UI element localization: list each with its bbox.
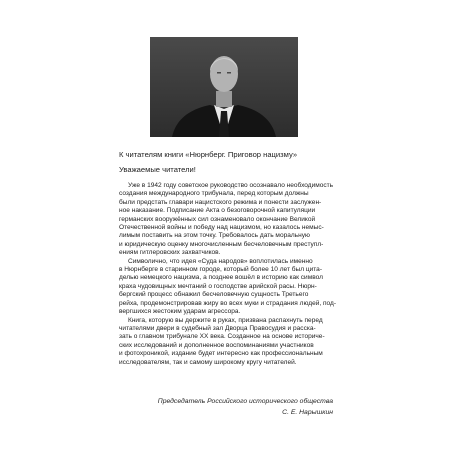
body-line: были предстать главари нацистского режима и понести заслужен-: [119, 198, 322, 206]
body-line: краха чудовищных мечтаний о господстве арийской расы. Нюрн-: [119, 282, 317, 290]
body-line: вергшихся жестоким ударам агрессора.: [119, 308, 241, 316]
body-line: делью немецкого нацизма, а позднее вошёл в историю как символ: [119, 274, 323, 282]
body-line: читателями двери в судебный зал Дворца Правосудия и расска-: [119, 324, 316, 332]
body-line: рейха, продемонстрировав жиру во всех муки и страдания людей, под-: [119, 299, 337, 307]
body-line: ениям гитлеровских захватчиков.: [119, 249, 221, 257]
body-line: Уже в 1942 году советское руководство осознавало необходимость: [128, 182, 334, 189]
body-line: и юридическую оценку многочисленным бесчеловечным преступл-: [119, 240, 324, 248]
letter-greeting: Уважаемые читатели!: [119, 165, 196, 174]
body-line: исследователям, так и самому широкому кругу читателей.: [119, 358, 297, 366]
body-line: в Нюрнберге в старинном городе, который более 10 лет был цита-: [119, 266, 323, 274]
body-line: Символично, что идея «Суда народов» воплотилась именно: [128, 257, 313, 265]
signature-name: С. Е. Нарышкин: [282, 409, 333, 416]
body-line: зать о главном трибунале XX века. Созданное на основе историче-: [119, 333, 325, 341]
letter-heading: К читателям книги «Нюрнберг. Приговор нацизму»: [119, 150, 298, 159]
body-line: германских вооружённых сил ознаменовало окончание Великой: [119, 215, 316, 223]
body-line: и фотохроникой, издание будет интересно как профессиональным: [119, 350, 323, 358]
body-line: создания международного трибунала, перед которым должны: [119, 190, 309, 198]
body-line: ное наказание. Подписание Акта о безоговорочной капитуляции: [119, 207, 316, 215]
body-line: Книга, которую вы держите в руках, призвана распахнуть перед: [128, 316, 323, 324]
body-line: Отечественной войны и победу над нацизмом, но казалось немыс-: [119, 224, 324, 232]
body-line: лимым поставить на этом точку. Требовалось дать моральную: [119, 232, 310, 240]
body-line: бергский процесс обнажил бесчеловечную сущность Третьего: [119, 291, 309, 299]
body-line: ских исследований и дополненное воспоминаниями участников: [119, 341, 314, 349]
signature-position: Председатель Российского исторического общества: [157, 398, 333, 405]
letter-body: [119, 182, 337, 367]
portrait-photo: [150, 37, 298, 137]
